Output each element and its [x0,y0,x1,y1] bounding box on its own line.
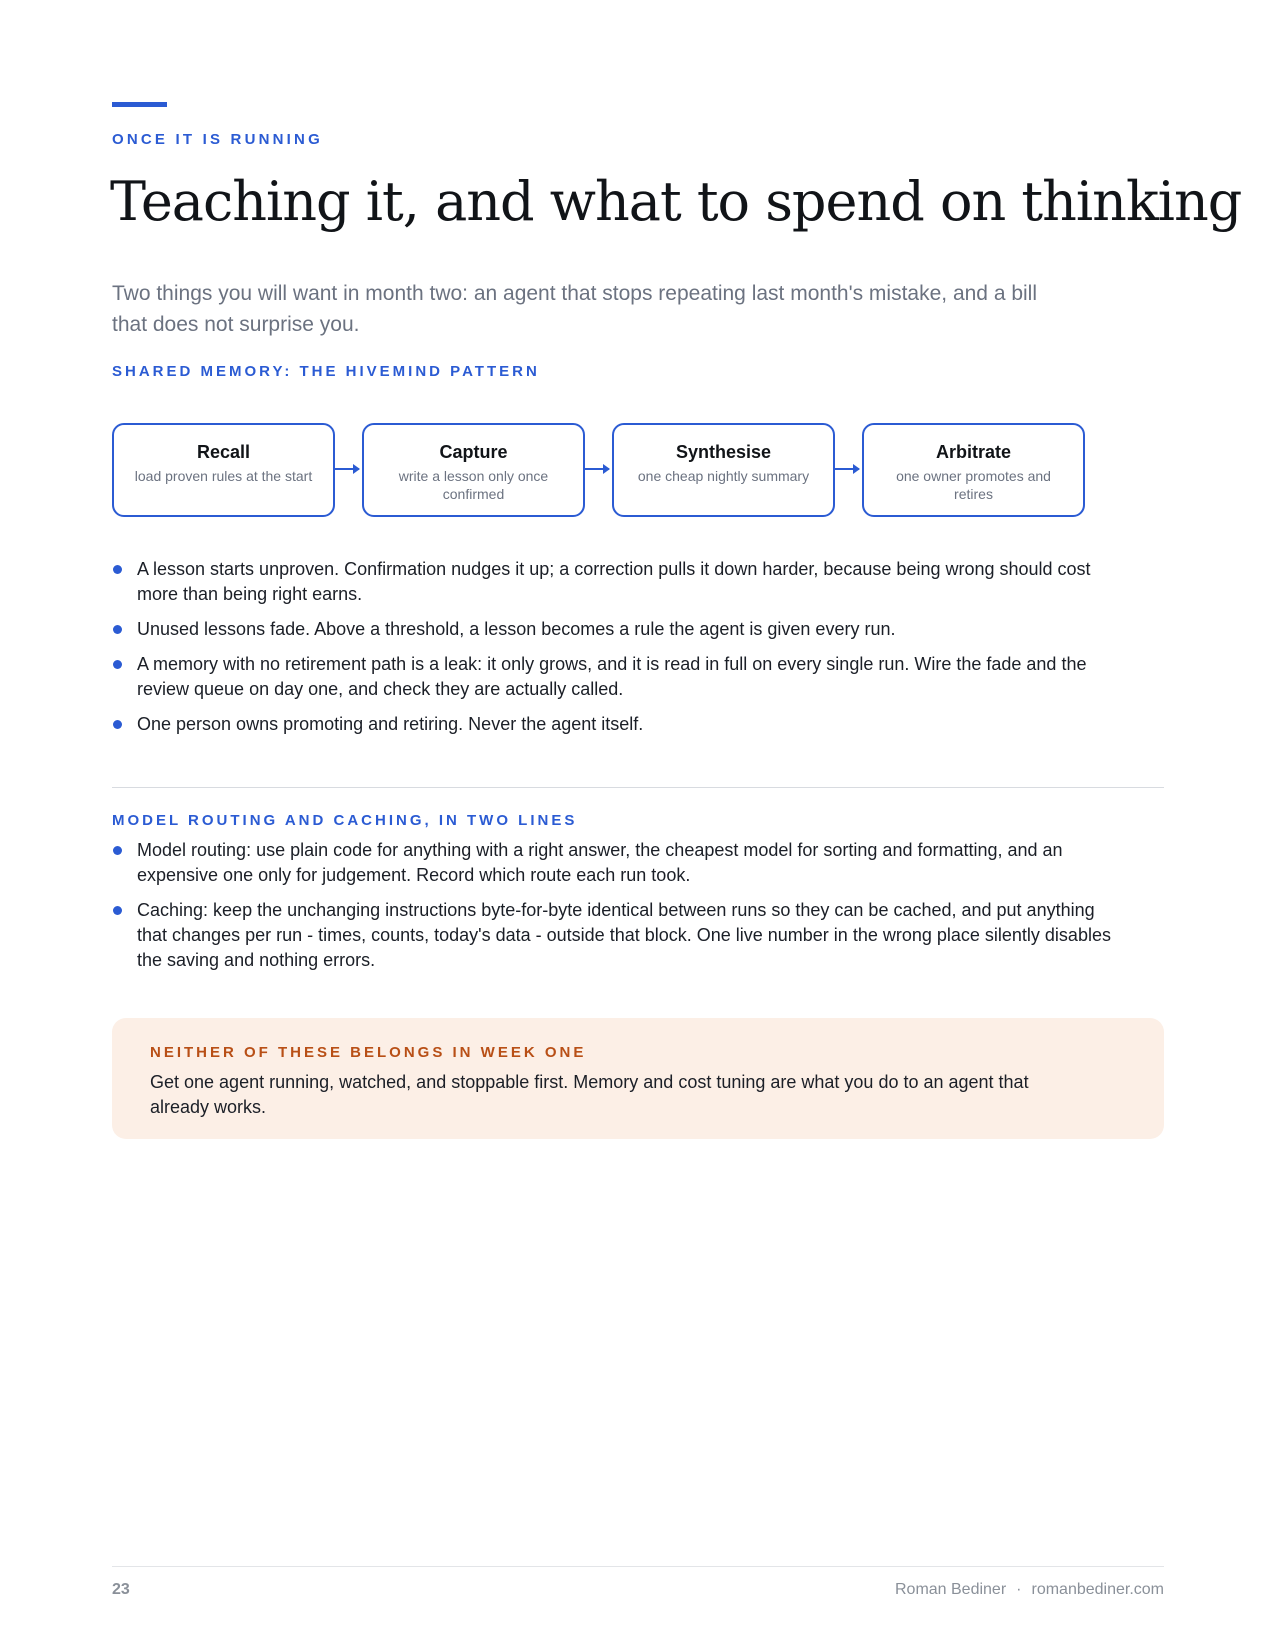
callout-label: NEITHER OF THESE BELONGS IN WEEK ONE [150,1044,587,1061]
callout-text: Get one agent running, watched, and stoppable first. Memory and cost tuning are what you do to an agent that already works. [150,1072,1029,1117]
list-item-text: Model routing: use plain code for anything with a right answer, the cheapest model for sorting and formatting, and an expensive one only for judgement. Record which route each run took. [137,840,1063,885]
accent-bar [112,102,167,107]
bullet-dot-icon [113,906,122,915]
flow-step-desc: one owner promotes and retires [896,468,1051,502]
flow-step-desc: one cheap nightly summary [637,468,810,484]
list-item-text: Caching: keep the unchanging instructions byte-for-byte identical between runs so they can be cached, and put anything that changes per run - times, counts, today's data - outside that block. One live number in the wrong place silently disables the saving and nothing errors. [137,900,1111,970]
list-item [112,617,1112,642]
footer-site-link[interactable]: romanbediner.com [1031,1581,1164,1598]
bullet-dot-icon [113,846,122,855]
list-item [112,712,1112,737]
footer-author: Roman Bediner [894,1581,1007,1598]
page-lede: Two things you will want in month two: an agent that stops repeating last month's mistake, and a bill that does not surprise you. [112,282,1038,336]
list-item [112,898,1112,973]
flow-step-recall [112,423,335,517]
list-item-text: Unused lessons fade. Above a threshold, a lesson becomes a rule the agent is given every run. [137,619,896,639]
flow-step-title: Capture [439,442,508,462]
list-item-text: One person owns promoting and retiring. Never the agent itself. [137,714,644,734]
flow-step-title: Recall [196,442,251,462]
hivemind-flow-diagram [112,423,1088,521]
flow-step-desc: load proven rules at the start [134,468,313,484]
footer-credit [895,1581,1164,1599]
list-item-text: A memory with no retirement path is a leak: it only grows, and it is read in full on every single run. Wire the fade and the review queue on day one, and check they are actually called. [137,654,1087,699]
flow-step-title: Arbitrate [935,442,1011,462]
section-divider [112,787,1164,788]
flow-step-desc: write a lesson only once confirmed [398,468,549,502]
flow-step-arbitrate [862,423,1085,517]
list-item [112,652,1112,702]
flow-step-synthesise [612,423,835,517]
routing-section-label: MODEL ROUTING AND CACHING, IN TWO LINES [112,812,578,829]
list-item-text: A lesson starts unproven. Confirmation nudges it up; a correction pulls it down harder, because being wrong should cost more than being right earns. [137,559,1091,604]
bullet-dot-icon [113,625,122,634]
arrow-right-icon [835,468,859,470]
page-number: 23 [112,1581,130,1598]
list-item [112,838,1112,888]
list-item [112,557,1112,607]
arrow-right-icon [335,468,359,470]
bullet-dot-icon [113,720,122,729]
footer-separator: · [1016,1581,1022,1598]
memory-section-label: SHARED MEMORY: THE HIVEMIND PATTERN [112,363,540,380]
page-title: Teaching it, and what to spend on thinking [110,170,1242,233]
section-kicker: ONCE IT IS RUNNING [112,131,323,148]
bullet-dot-icon [113,660,122,669]
memory-bullet-list [112,557,1112,747]
bullet-dot-icon [113,565,122,574]
flow-step-capture [362,423,585,517]
footer-divider [112,1566,1164,1567]
arrow-right-icon [585,468,609,470]
routing-bullet-list [112,838,1112,983]
flow-step-title: Synthesise [675,442,772,462]
week-one-callout [112,1018,1164,1139]
